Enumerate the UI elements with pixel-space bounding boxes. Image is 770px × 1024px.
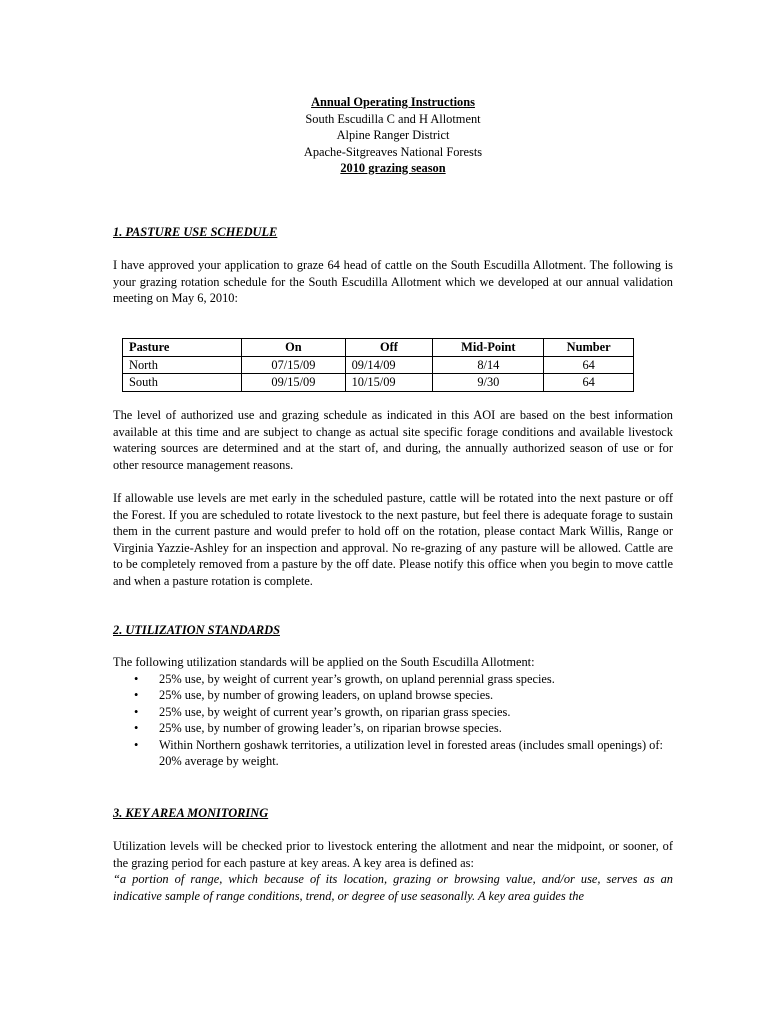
list-item-text: 25% use, by number of growing leaders, on upland browse species. (159, 688, 494, 702)
cell-number: 64 (544, 356, 634, 374)
col-header-number: Number (544, 339, 634, 357)
section3-paragraph: Utilization levels will be checked prior to livestock entering the allotment and near the midpoint, or sooner, of the grazing period for each pasture at key areas. A key area is defined as: (113, 839, 673, 870)
cell-off: 09/14/09 (345, 356, 433, 374)
key-area-definition-quote: “a portion of range, which because of its location, grazing or browsing value, and/or use, serves as an indicative sample of range conditions, trend, or degree of use seasonally. A key area guides the (113, 872, 673, 903)
cell-on: 07/15/09 (242, 356, 345, 374)
document-title: Annual Operating Instructions (311, 95, 475, 109)
cell-off: 10/15/09 (345, 374, 433, 392)
section1-intro: I have approved your application to graze 64 head of cattle on the South Escudilla Allotment. The following is your grazing rotation schedule for the South Escudilla Allotment which we developed at our annual validation meeting on May 6, 2010: (113, 258, 673, 305)
utilization-standards-list (113, 671, 673, 770)
cell-pasture: North (123, 356, 242, 374)
table-row (123, 374, 634, 392)
col-header-off: Off (345, 339, 433, 357)
table-header-row (123, 339, 634, 357)
list-item (113, 737, 673, 770)
col-header-on: On (242, 339, 345, 357)
national-forest: Apache-Sitgreaves National Forests (303, 144, 483, 159)
allotment-name: South Escudilla C and H Allotment (305, 111, 481, 126)
section3-body (113, 838, 673, 904)
section1-paragraph-2: The level of authorized use and grazing schedule as indicated in this AOI are based on the best information available at this time and are subject to change as actual site specific forage conditions and available livestock watering sources are determined and at the start of, and during, the annually authorized season of use or for other resource management reasons. (113, 408, 673, 472)
bullet-icon: • (134, 688, 139, 702)
list-item-text: Within Northern goshawk territories, a utilization level in forested areas (includes small openings) of: 20% average by weight. (159, 737, 663, 768)
section1-heading: 1. PASTURE USE SCHEDULE (113, 225, 278, 239)
cell-midpoint: 9/30 (433, 374, 544, 392)
section2-body (113, 654, 673, 770)
pasture-schedule-table (122, 338, 634, 392)
cell-midpoint: 8/14 (433, 356, 544, 374)
section3-heading: 3. KEY AREA MONITORING (113, 806, 269, 820)
list-item (113, 704, 673, 721)
bullet-icon: • (134, 671, 139, 686)
grazing-season: 2010 grazing season (340, 161, 446, 175)
bullet-icon: • (134, 721, 139, 735)
list-item (113, 671, 673, 688)
section1-paragraph-3: If allowable use levels are met early in the scheduled pasture, cattle will be rotated into the next pasture or off the Forest. If you are scheduled to rotate livestock to the next pasture, but feel there is adequate forage to sustain them in the current pasture and would prefer to hold off on the rotation, please contact Mark Willis, Range or Virginia Yazzie-Ashley for an inspection and approval. No re-grazing of any pasture will be allowed. Cattle are to be completely removed from a pasture by the off date. Please notify this office when you begin to move cattle and when a pasture rotation is complete. (113, 491, 673, 588)
bullet-icon: • (134, 737, 139, 752)
col-header-pasture: Pasture (123, 339, 242, 357)
col-header-midpoint: Mid-Point (433, 339, 544, 357)
table-row (123, 356, 634, 374)
section2-heading: 2. UTILIZATION STANDARDS (113, 623, 280, 637)
list-item-text: 25% use, by weight of current year’s growth, on upland perennial grass species. (159, 671, 555, 686)
document-header (0, 94, 770, 177)
ranger-district: Alpine Ranger District (336, 128, 450, 142)
list-item-text: 25% use, by number of growing leader’s, on riparian browse species. (159, 721, 502, 735)
cell-on: 09/15/09 (242, 374, 345, 392)
list-item (113, 687, 673, 704)
section2-intro: The following utilization standards will be applied on the South Escudilla Allotment: (113, 655, 535, 669)
list-item (113, 720, 673, 737)
cell-pasture: South (123, 374, 242, 392)
cell-number: 64 (544, 374, 634, 392)
list-item-text: 25% use, by weight of current year’s growth, on riparian grass species. (159, 704, 511, 719)
bullet-icon: • (134, 704, 139, 719)
